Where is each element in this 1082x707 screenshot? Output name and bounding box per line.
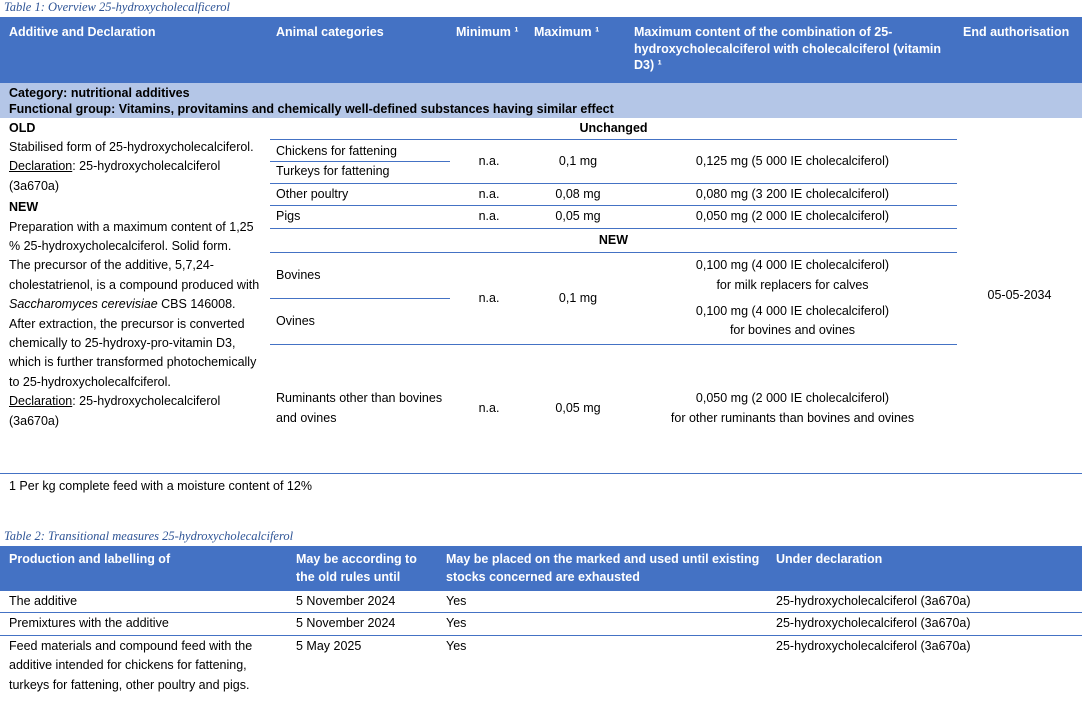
table2-placed-0: Yes <box>440 591 770 613</box>
table1-caption: Table 1: Overview 25-hydroxycholecalficerol <box>4 0 230 14</box>
new-label: NEW <box>9 200 39 215</box>
table1-header-maximum: Maximum ¹ <box>528 17 628 82</box>
animal-ruminants: Ruminants other than bovines and ovines <box>270 344 450 472</box>
minimum-chickens-turkeys: n.a. <box>450 139 528 183</box>
animal-turkeys: Turkeys for fattening <box>270 162 450 183</box>
table1-footnote: 1 Per kg complete feed with a moisture content of 12% <box>0 473 1082 498</box>
new-declaration-label: Declaration <box>9 394 73 409</box>
table1-header-animal-categories: Animal categories <box>270 17 450 82</box>
combination-bovines <box>628 252 957 298</box>
table1-header-minimum: Minimum ¹ <box>450 17 528 82</box>
animal-other-poultry: Other poultry <box>270 183 450 205</box>
table1-new-banner: NEW <box>270 228 957 252</box>
table2-old-rules-2: 5 May 2025 <box>290 635 440 707</box>
table2-row <box>0 613 1082 635</box>
combination-pigs: 0,050 mg (2 000 IE cholecalciferol) <box>628 206 957 228</box>
minimum-pigs: n.a. <box>450 206 528 228</box>
table1-category-text: Category: nutritional additives <box>9 85 190 100</box>
table2-production-2: Feed materials and compound feed with the additive intended for chickens for fattening, turkeys for fattening, other poultry and pigs. <box>0 635 290 707</box>
maximum-chickens-turkeys: 0,1 mg <box>528 139 628 183</box>
table2-row <box>0 591 1082 613</box>
table1-header-end-authorisation: End authorisation <box>957 17 1082 82</box>
combination-bovines-line1: 0,100 mg (4 000 IE cholecalciferol) <box>695 258 890 273</box>
table2-declaration-1: 25-hydroxycholecalciferol (3a670a) <box>770 613 1082 635</box>
combination-ruminants-line1: 0,050 mg (2 000 IE cholecalciferol) <box>695 391 890 406</box>
table2-production-0: The additive <box>0 591 290 613</box>
new-para2-organism: Saccharomyces cerevisiae <box>9 297 158 312</box>
combination-ovines <box>628 298 957 344</box>
table2-declaration-2: 25-hydroxycholecalciferol (3a670a) <box>770 635 1082 707</box>
combination-ruminants <box>628 344 957 472</box>
table2-header-declaration: Under declaration <box>770 546 1082 591</box>
table1-old-banner-row <box>0 118 1082 140</box>
animal-chickens: Chickens for fattening <box>270 139 450 161</box>
table1-header-combination: Maximum content of the combination of 25-hydroxycholecalciferol with cholecalciferol (vitamin D3) ¹ <box>628 17 957 82</box>
table-gap <box>0 498 1082 529</box>
table1-end-authorisation-value: 05-05-2034 <box>957 118 1082 474</box>
table2-placed-2: Yes <box>440 635 770 707</box>
table2-header-row <box>0 546 1082 591</box>
table2 <box>0 546 1082 707</box>
new-declaration <box>9 392 262 431</box>
table2-old-rules-0: 5 November 2024 <box>290 591 440 613</box>
new-para2-a: The precursor of the additive, 5,7,24-cholestatrienol, is a compound produced with <box>9 258 260 292</box>
minimum-other-poultry: n.a. <box>450 183 528 205</box>
table1-header-additive: Additive and Declaration <box>0 17 270 82</box>
table1-footnote-row <box>0 473 1082 498</box>
animal-pigs: Pigs <box>270 206 450 228</box>
new-para1: Preparation with a maximum content of 1,25 % 25-hydroxycholecalciferol. Solid form. <box>9 219 254 253</box>
table2-placed-1: Yes <box>440 613 770 635</box>
maximum-other-poultry: 0,08 mg <box>528 183 628 205</box>
table2-caption: Table 2: Transitional measures 25-hydroxycholecalciferol <box>4 528 294 543</box>
maximum-ruminants: 0,05 mg <box>528 344 628 472</box>
old-declaration-label: Declaration <box>9 159 73 174</box>
combination-ovines-line1: 0,100 mg (4 000 IE cholecalciferol) <box>695 303 890 318</box>
old-declaration <box>9 157 262 196</box>
table2-header-old-rules: May be according to the old rules until <box>290 546 440 591</box>
combination-bovines-line2: for milk replacers for calves <box>716 277 869 292</box>
minimum-ruminants: n.a. <box>450 344 528 472</box>
combination-ruminants-line2: for other ruminants than bovines and ovines <box>670 410 915 425</box>
table2-row <box>0 635 1082 707</box>
minimum-bovines-ovines: n.a. <box>450 252 528 344</box>
table1-unchanged-banner: Unchanged <box>270 118 957 140</box>
maximum-pigs: 0,05 mg <box>528 206 628 228</box>
old-description: Stabilised form of 25-hydroxycholecalciferol. <box>9 139 254 154</box>
table2-old-rules-1: 5 November 2024 <box>290 613 440 635</box>
maximum-bovines-ovines: 0,1 mg <box>528 252 628 344</box>
table2-header-production: Production and labelling of <box>0 546 290 591</box>
animal-bovines: Bovines <box>270 252 450 298</box>
animal-ovines: Ovines <box>270 298 450 344</box>
table2-production-1: Premixtures with the additive <box>0 613 290 635</box>
table2-declaration-0: 25-hydroxycholecalciferol (3a670a) <box>770 591 1082 613</box>
table1-category-row <box>0 82 1082 118</box>
old-declaration-value: : 25-hydroxycholecalciferol (3a670a) <box>9 159 221 193</box>
new-para2 <box>9 256 262 392</box>
table1 <box>0 17 1082 498</box>
combination-other-poultry: 0,080 mg (3 200 IE cholecalciferol) <box>628 183 957 205</box>
table1-header-row <box>0 17 1082 82</box>
combination-chickens-turkeys: 0,125 mg (5 000 IE cholecalciferol) <box>628 139 957 183</box>
new-declaration-value: : 25-hydroxycholecalciferol (3a670a) <box>9 394 221 428</box>
table2-header-placed: May be placed on the marked and used until existing stocks concerned are exhausted <box>440 546 770 591</box>
table1-additive-description-cell <box>0 118 270 474</box>
old-label: OLD <box>9 120 36 135</box>
new-para2-b: CBS 146008. After extraction, the precursor is converted chemically to 25-hydroxy-pro-vitamin D3, which is further transformed photochemically to 25-hydroxycholecalfciferol. <box>9 297 257 389</box>
combination-ovines-line2: for bovines and ovines <box>729 323 856 338</box>
table1-functional-group-text: Functional group: Vitamins, provitamins and chemically well-defined substances having similar effect <box>9 101 614 116</box>
table1-category-cell <box>0 82 1082 118</box>
